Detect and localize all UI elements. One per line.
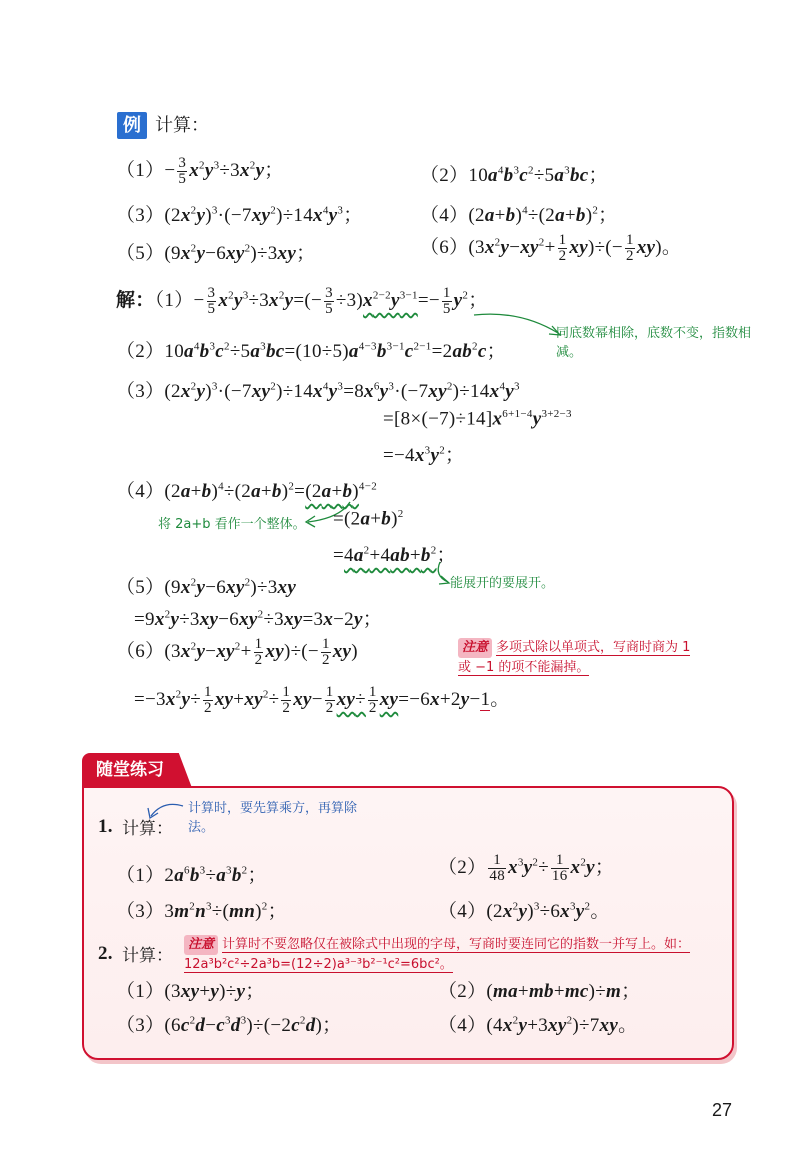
example-problem-4: $(4)(2a+b)^4\div(2a+b)^2$； <box>420 204 618 226</box>
q1-number: 1. <box>98 816 113 837</box>
example-problem-2: $(2)10a^4b^3c^2\div 5a^3bc$； <box>420 164 608 186</box>
solution-step-3a: $(3)(2x^2y)^3\cdot(-7xy^2)\div 14x^4y^3=8x^6y^3\cdot(-7xy^2)\div 14x^4y^3$ <box>116 380 520 402</box>
solution-step-1: 解：（1）− $\frac{3}{5}$ $x^2y^3\div 3x^2y=(-$ $\frac{3}{5}$ $\div 3)x^{2-2}y^{3-1}=-$ $\frac{1}{5}$ $y^2$； <box>116 285 488 318</box>
solution-step-5b: $=9x^2y\div 3xy-6xy^2\div 3xy=3x-2y$； <box>134 608 383 630</box>
q1-item-3: $(3)3m^2n^3\div(mn)^2$； <box>116 900 287 922</box>
example-problem-6: $(6)(3x^2y-xy^2+$ $\frac{1}{2}$ xy)÷(− $\frac{1}{2}$ xy)。 <box>420 232 682 265</box>
q1-hint-arrow <box>143 796 188 824</box>
q2-item-3: $(3)(6c^2d-c^3d^3)\div(-2c^2d)$； <box>116 1014 342 1036</box>
solution-label: 解： <box>116 290 155 311</box>
solution-step-6b: $=-3x^2y\div$ $\frac{1}{2}$ $xy+xy^2\div$ $\frac{1}{2}$ xy− $\frac{1}{2}$ xy÷ $\frac{1}{2}$ xy=−6x+2y−1。 <box>134 684 510 717</box>
solution-step-3b: $=[8\times(-7)\div 14]x^{6+1-4}y^{3+2-3}$ <box>383 408 572 430</box>
page-number: 27 <box>712 1100 733 1120</box>
attention-note-1 <box>458 638 698 678</box>
practice-tab-label: 随堂练习 <box>96 760 164 780</box>
solution-step-3c: $=-4x^3y^2$； <box>383 444 465 466</box>
same-base-arrow <box>470 305 565 340</box>
note-whole: 将 2a+b 看作一个整体。 <box>158 517 306 532</box>
example-problem-3: $(3)(2x^2y)^3\cdot(-7xy^2)\div 14x^4y^3$； <box>116 204 363 226</box>
solution-step-4c: $=4a^2+4ab+b^2$； <box>333 544 456 566</box>
q1-item-1: $(1)2a^6b^3\div a^3b^2$； <box>116 864 267 886</box>
example-badge: 例 <box>117 112 147 139</box>
q1-item-2: （2） $\frac{1}{48}$ $x^3y^2\div$ $\frac{1}{16}$ $x^2y$； <box>438 852 615 885</box>
solution-step-6a: $(6)(3x^2y-xy^2+$ $\frac{1}{2}$ xy)÷(− $\frac{1}{2}$ xy) <box>116 636 358 669</box>
example-problem-5: $(5)(9x^2y-6xy^2)\div 3xy$； <box>116 242 316 264</box>
note-same-base: 同底数幂相除，底数不变，指数相减。 <box>556 326 752 360</box>
q2-item-4: $(4)(4x^2y+3xy^2)\div 7xy$。 <box>438 1014 638 1036</box>
q2-attention-badge: 注意 <box>184 935 218 955</box>
attention-text-1: 多项式除以单项式，写商时商为 1 或 −1 的项不能漏掉。 <box>458 640 691 675</box>
example-title: 计算： <box>155 115 209 136</box>
q2-item-1: （1）(3xy+y)÷y； <box>116 981 265 1002</box>
note-expand: 能展开的要展开。 <box>450 576 555 591</box>
solution-step-4b: $=(2a+b)^2$ <box>333 508 404 530</box>
q2-title: 计算： <box>122 946 173 966</box>
solution-step-2: $(2)10a^4b^3c^2\div 5a^3bc=(10\div 5)a^{4-3}b^{3-1}c^{2-1}=2ab^2c$； <box>116 340 506 362</box>
attention-badge-1: 注意 <box>458 638 492 658</box>
q2-item-2: （2）(ma+mb+mc)÷m； <box>438 981 641 1002</box>
q1-title: 计算： <box>122 819 173 839</box>
example-problem-1: （1）− $\frac{3}{5}$ $x^2y^3\div 3x^2y$； <box>116 155 284 188</box>
solution-step-5a: $(5)(9x^2y-6xy^2)\div 3xy$ <box>116 576 297 598</box>
q1-item-4: $(4)(2x^2y)^3\div 6x^3y^2$。 <box>438 900 610 922</box>
q2-attention <box>184 935 719 975</box>
q1-hint: 计算时，要先算乘方，再算除法。 <box>188 801 358 835</box>
q2-attention-text: 计算时不要忽略仅在被除式中出现的字母，写商时要连同它的指数一并写上。如：12a³b²c²÷2a³b=(12÷2)a³⁻³b²⁻¹c²=6bc²。 <box>184 937 691 972</box>
solution-step-4a: $(4)(2a+b)^4\div(2a+b)^2=(2a+b)^{4-2}$ <box>116 480 378 502</box>
q2-number: 2. <box>98 943 113 964</box>
